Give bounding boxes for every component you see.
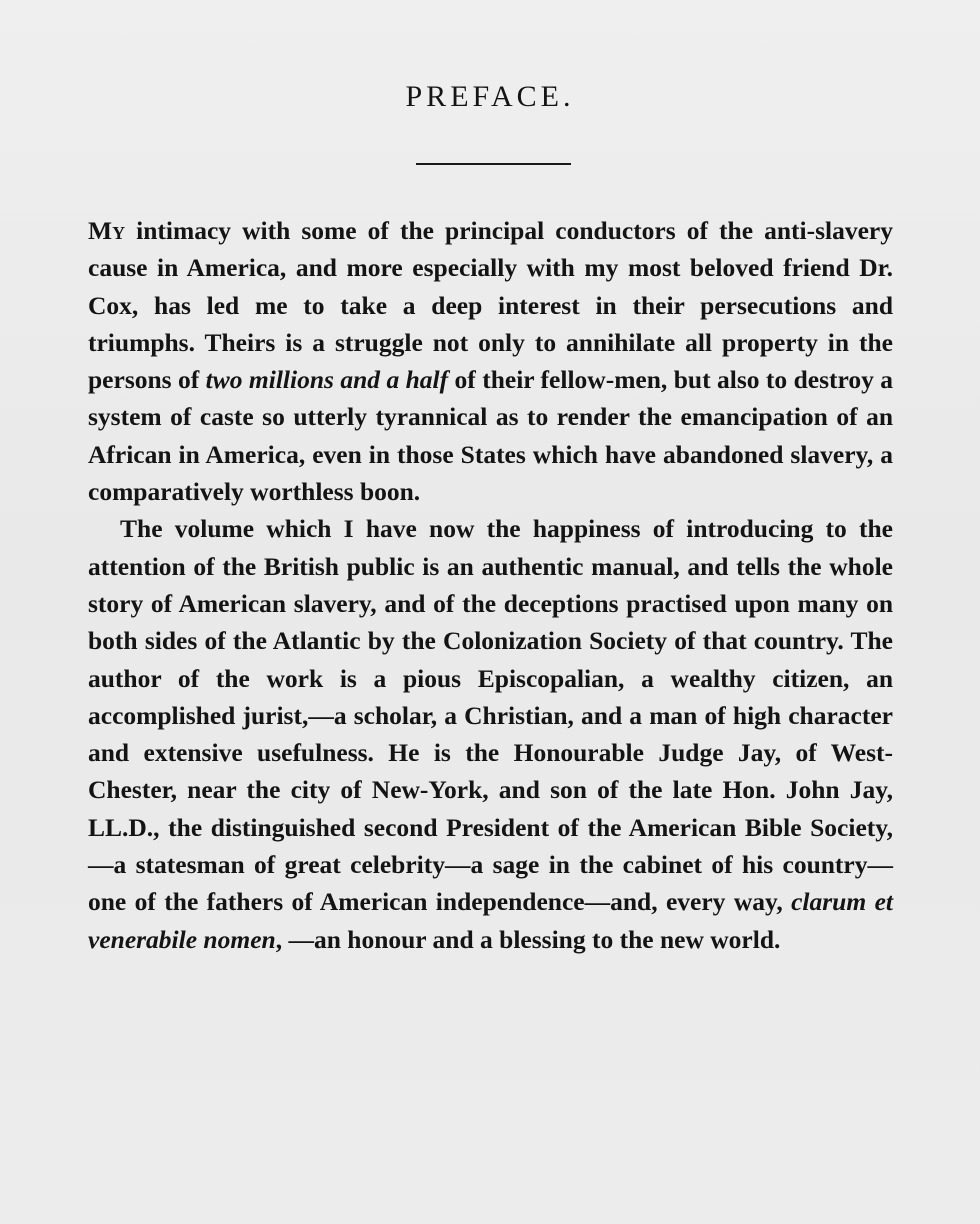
paragraph-1-text-b: of their fellow-men, but also to destroy a system of caste so utterly tyrannical as to render the emancipation of an African in America, even in those States which have abandoned slavery, a comparatively worthless boon.	[88, 365, 894, 507]
paragraph-2-text-a: The volume which I have now the happiness of introducing to the attention of the British public is an authentic manual, and tells the whole story of American slavery, and of the deceptions practised upon many on both sides of the Atlantic by the Colonization Society of that country. The author of the work is a pious Episcopalian, a wealthy citizen, an accomplished jurist,—a scholar, a Christian, and a man of high character and extensive usefulness. He is the Honourable Judge Jay, of West-Chester, near the city of New-York, and son of the late Hon. John Jay, LL.D., the distinguished second President of the American Bible Society,—a statesman of great celebrity—a sage in the cabinet of his country—one of the fathers of American independence—and, every way,	[88, 514, 893, 917]
paragraph-2-italic: clarum et venerabile nomen	[88, 887, 894, 954]
paragraph-1	[88, 212, 893, 510]
opening-word: My	[88, 216, 126, 245]
paragraph-1-italic: two millions and a half	[205, 365, 449, 395]
paragraph-1-text-a: intimacy with some of the principal conductors of the anti-slavery cause in America, and more especially with my most beloved friend Dr. Cox, has led me to take a deep interest in their persecutions and triumphs. Theirs is a struggle not only to annihilate all property in the persons of	[88, 216, 893, 395]
paragraph-2-text-b: , —an honour and a blessing to the new world.	[275, 924, 781, 954]
page-title: PREFACE.	[405, 80, 575, 113]
preface-body	[88, 212, 893, 958]
title-divider	[416, 163, 571, 165]
paragraph-2	[88, 510, 893, 958]
